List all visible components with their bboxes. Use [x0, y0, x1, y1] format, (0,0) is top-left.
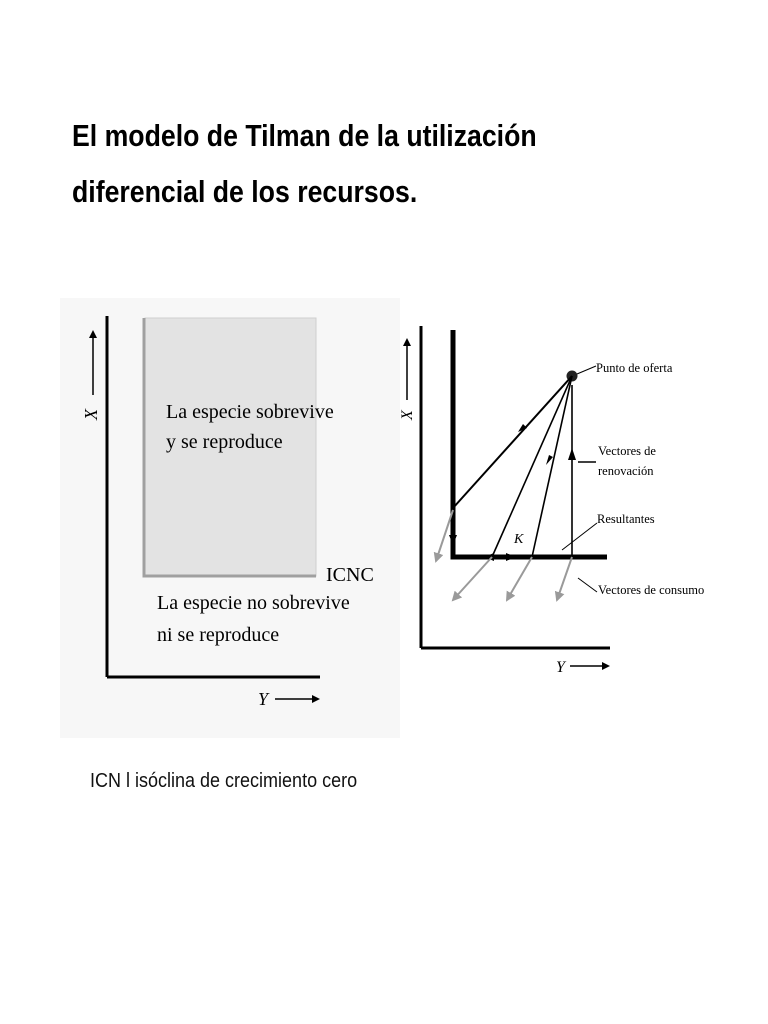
survive-text-line-2: y se reproduce: [166, 431, 283, 453]
consumption-label: Vectores de consumo: [598, 583, 705, 597]
right-x-axis-label: X: [399, 410, 416, 420]
resultant-vector-1: [453, 376, 572, 508]
isocline-arrow-down: [449, 535, 457, 545]
right-diagram: [399, 326, 704, 676]
caption: ICN l isóclina de crecimiento cero: [90, 770, 358, 792]
supply-point-label: Punto de oferta: [596, 361, 673, 375]
isocline-line: [453, 330, 607, 557]
right-y-axis-label: Y: [556, 659, 565, 676]
isocline-arrow-right: [506, 553, 516, 561]
no-survive-text-line-2: ni se reproduce: [157, 624, 280, 646]
resultants-label: Resultantes: [597, 512, 655, 526]
renewal-label-line-1: Vectores de: [598, 444, 656, 458]
resultant-vector-2: [492, 376, 572, 557]
consumption-vector-2: [453, 557, 492, 600]
left-diagram: [60, 298, 400, 738]
supply-leader: [577, 366, 596, 374]
consumption-vector-4: [557, 557, 572, 600]
consumption-leader: [578, 578, 597, 592]
k-label: K: [514, 532, 524, 547]
title-line-1: El modelo de Tilman de la utilización: [72, 118, 537, 153]
no-survive-text-line-1: La especie no sobrevive: [157, 592, 350, 614]
title-line-2: diferencial de los recursos.: [72, 174, 418, 209]
resultant-vector-3: [532, 376, 572, 557]
survive-text-line-1: La especie sobrevive: [166, 401, 334, 423]
left-x-axis-label: X: [81, 409, 101, 420]
isocline-label: ICNC: [326, 564, 374, 586]
consumption-vector-3: [507, 557, 532, 600]
renewal-arrowhead: [568, 448, 576, 460]
resultants-leader: [562, 523, 597, 550]
renewal-label-line-2: renovación: [598, 464, 654, 478]
left-y-axis-label: Y: [258, 689, 269, 709]
